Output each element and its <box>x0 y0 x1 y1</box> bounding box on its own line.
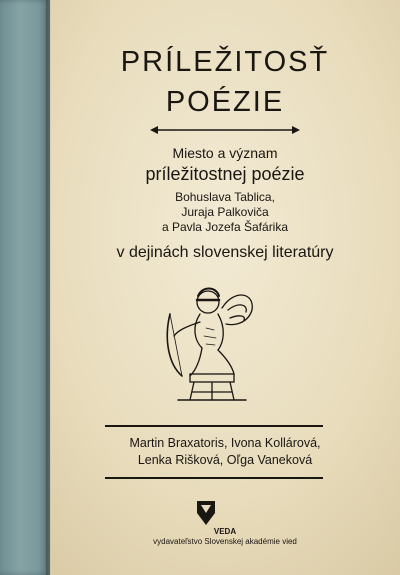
subtitle-line-3: v dejinách slovenskej literatúry <box>116 244 334 261</box>
title-line-2: POÉZIE <box>165 86 285 118</box>
authors-line-1: Martin Braxatoris, Ivona Kollárová, <box>129 436 321 450</box>
divider-bottom <box>105 477 323 479</box>
subtitle-line-2: príležitostnej poézie <box>145 164 305 184</box>
publisher-name: vydavateľstvo Slovenskej akadémie vied <box>153 537 297 546</box>
authors <box>70 435 380 469</box>
ornament-divider <box>150 124 300 136</box>
book-spine <box>0 0 50 575</box>
poet-name: Juraja Palkoviča <box>181 205 269 219</box>
poets-list <box>50 190 400 235</box>
poet-name: a Pavla Jozefa Šafárika <box>161 220 289 234</box>
subtitle-line-1: Miesto a význam <box>172 145 278 161</box>
title-line-1: PRÍLEŽITOSŤ <box>120 46 330 78</box>
poet-name: Bohuslava Tablica, <box>175 190 275 204</box>
divider-top <box>105 425 323 427</box>
authors-line-2: Lenka Rišková, Oľga Vaneková <box>137 453 313 467</box>
cupid-engraving-illustration <box>160 278 260 403</box>
publisher-brand: VEDA <box>213 527 237 536</box>
veda-logo-icon <box>197 501 215 525</box>
